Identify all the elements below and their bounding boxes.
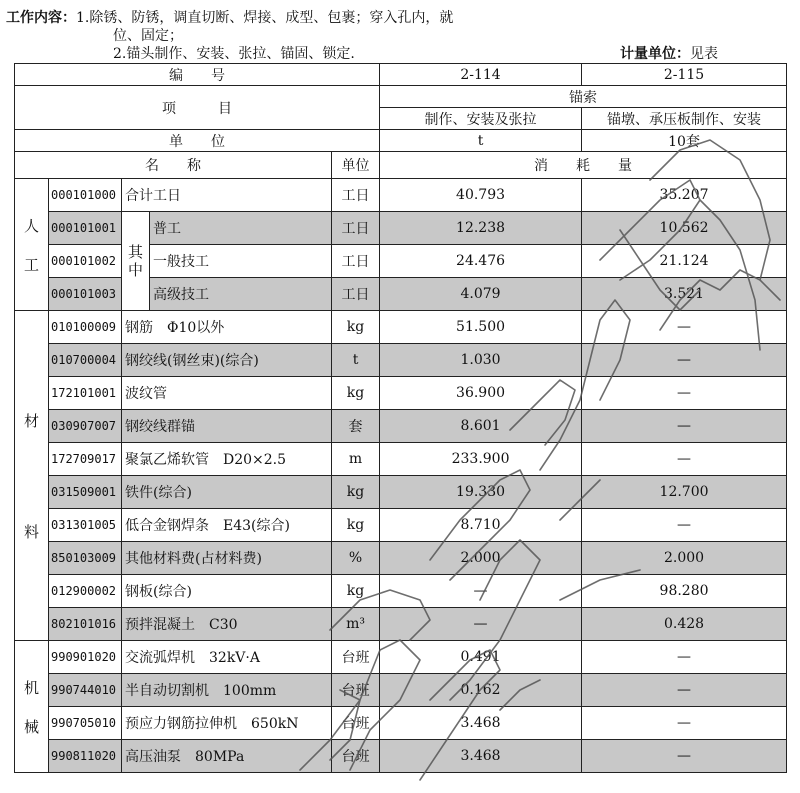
row-unit: 工日 — [332, 278, 380, 311]
row-unit: m — [332, 443, 380, 476]
sub-item-a: 制作、安装及张拉 — [380, 108, 582, 130]
row-value-a: 24.476 — [380, 245, 582, 278]
row-unit: 台班 — [332, 740, 380, 773]
row-value-b: 21.124 — [582, 245, 787, 278]
row-value-b: — — [582, 740, 787, 773]
row-value-b: — — [582, 674, 787, 707]
row-code: 000101001 — [49, 212, 122, 245]
row-name: 高级技工 — [150, 278, 332, 311]
row-value-a: 40.793 — [380, 179, 582, 212]
row-code: 172709017 — [49, 443, 122, 476]
row-unit: 工日 — [332, 179, 380, 212]
row-code: 850103009 — [49, 542, 122, 575]
row-value-a: — — [380, 608, 582, 641]
row-name: 交流弧焊机 32kV·A — [122, 641, 332, 674]
row-name: 钢筋 Φ10以外 — [122, 311, 332, 344]
row-value-b: — — [582, 443, 787, 476]
row-value-b: 98.280 — [582, 575, 787, 608]
row-code: 012900002 — [49, 575, 122, 608]
row-code: 990901020 — [49, 641, 122, 674]
row-value-a: 51.500 — [380, 311, 582, 344]
row-name: 钢绞线(钢丝束)(综合) — [122, 344, 332, 377]
row-value-a: 8.710 — [380, 509, 582, 542]
row-value-a: 0.491 — [380, 641, 582, 674]
row-value-a: 3.468 — [380, 707, 582, 740]
row-name: 低合金钢焊条 E43(综合) — [122, 509, 332, 542]
row-unit: kg — [332, 377, 380, 410]
row-name: 铁件(综合) — [122, 476, 332, 509]
row-value-b: — — [582, 344, 787, 377]
row-name: 预应力钢筋拉伸机 650kN — [122, 707, 332, 740]
row-code: 031301005 — [49, 509, 122, 542]
row-code: 990705010 — [49, 707, 122, 740]
row-unit: kg — [332, 476, 380, 509]
row-code: 010100009 — [49, 311, 122, 344]
row-value-a: 2.000 — [380, 542, 582, 575]
work-content — [6, 9, 453, 27]
unit-value: 见表 — [690, 46, 718, 62]
row-unit: t — [332, 344, 380, 377]
work-line-3: 2.锚头制作、安装、张拉、锚固、锁定. — [113, 46, 355, 62]
row-unit: % — [332, 542, 380, 575]
unit-label: 计量单位： — [620, 46, 690, 62]
unit-a: t — [380, 130, 582, 152]
row-unit: 台班 — [332, 641, 380, 674]
row-value-a: — — [380, 575, 582, 608]
col-name: 名 称 — [15, 152, 332, 179]
row-value-a: 3.468 — [380, 740, 582, 773]
row-name: 一般技工 — [150, 245, 332, 278]
col-consume: 消 耗 量 — [380, 152, 787, 179]
row-value-a: 233.900 — [380, 443, 582, 476]
row-unit: kg — [332, 311, 380, 344]
row-code: 172101001 — [49, 377, 122, 410]
row-code: 010700004 — [49, 344, 122, 377]
row-code: 000101002 — [49, 245, 122, 278]
row-code: 000101003 — [49, 278, 122, 311]
row-name: 钢板(综合) — [122, 575, 332, 608]
work-line-2: 位、固定； — [113, 28, 183, 44]
row-unit: 台班 — [332, 674, 380, 707]
row-name: 合计工日 — [122, 179, 332, 212]
row-name: 半自动切割机 100mm — [122, 674, 332, 707]
unit-b: 10套 — [582, 130, 787, 152]
row-unit: 工日 — [332, 212, 380, 245]
work-content-label: 工作内容： — [6, 10, 76, 26]
row-value-b: — — [582, 641, 787, 674]
row-value-b: — — [582, 509, 787, 542]
row-unit: 台班 — [332, 707, 380, 740]
category-material: 材 料 — [15, 311, 49, 641]
row-unit: kg — [332, 575, 380, 608]
item-label: 项 目 — [15, 86, 380, 130]
row-unit: 工日 — [332, 245, 380, 278]
row-name: 预拌混凝土 C30 — [122, 608, 332, 641]
code-label: 编 号 — [15, 64, 380, 86]
category-machine: 机 械 — [15, 641, 49, 773]
row-name: 钢绞线群锚 — [122, 410, 332, 443]
row-value-b: — — [582, 311, 787, 344]
qizhong-label: 其 中 — [122, 212, 150, 311]
row-value-b: — — [582, 707, 787, 740]
quota-table — [14, 63, 787, 773]
work-line-1: 1.除锈、防锈，调直切断、焊接、成型、包裹；穿入孔内，就 — [76, 10, 454, 26]
row-value-a: 19.330 — [380, 476, 582, 509]
row-code: 030907007 — [49, 410, 122, 443]
row-unit: m³ — [332, 608, 380, 641]
code-2-115: 2-115 — [582, 64, 787, 86]
unit-of-measure — [620, 45, 718, 63]
row-value-b: 35.207 — [582, 179, 787, 212]
row-unit: 套 — [332, 410, 380, 443]
row-name: 高压油泵 80MPa — [122, 740, 332, 773]
group-label: 锚索 — [380, 86, 787, 108]
row-code: 031509001 — [49, 476, 122, 509]
row-value-b: 0.428 — [582, 608, 787, 641]
row-value-b: 2.000 — [582, 542, 787, 575]
row-name: 聚氯乙烯软管 D20×2.5 — [122, 443, 332, 476]
row-code: 990811020 — [49, 740, 122, 773]
row-value-b: — — [582, 377, 787, 410]
row-name: 其他材料费(占材料费) — [122, 542, 332, 575]
row-value-a: 36.900 — [380, 377, 582, 410]
unit-row-label: 单 位 — [15, 130, 380, 152]
row-value-a: 12.238 — [380, 212, 582, 245]
sub-item-b: 锚墩、承压板制作、安装 — [582, 108, 787, 130]
row-code: 990744010 — [49, 674, 122, 707]
row-name: 波纹管 — [122, 377, 332, 410]
category-labor: 人 工 — [15, 179, 49, 311]
row-value-b: — — [582, 410, 787, 443]
row-value-b: 10.562 — [582, 212, 787, 245]
row-value-a: 0.162 — [380, 674, 582, 707]
col-unit: 单位 — [332, 152, 380, 179]
row-code: 000101000 — [49, 179, 122, 212]
row-name: 普工 — [150, 212, 332, 245]
row-value-a: 8.601 — [380, 410, 582, 443]
row-value-a: 4.079 — [380, 278, 582, 311]
row-unit: kg — [332, 509, 380, 542]
code-2-114: 2-114 — [380, 64, 582, 86]
row-value-a: 1.030 — [380, 344, 582, 377]
row-code: 802101016 — [49, 608, 122, 641]
row-value-b: 12.700 — [582, 476, 787, 509]
row-value-b: 3.521 — [582, 278, 787, 311]
